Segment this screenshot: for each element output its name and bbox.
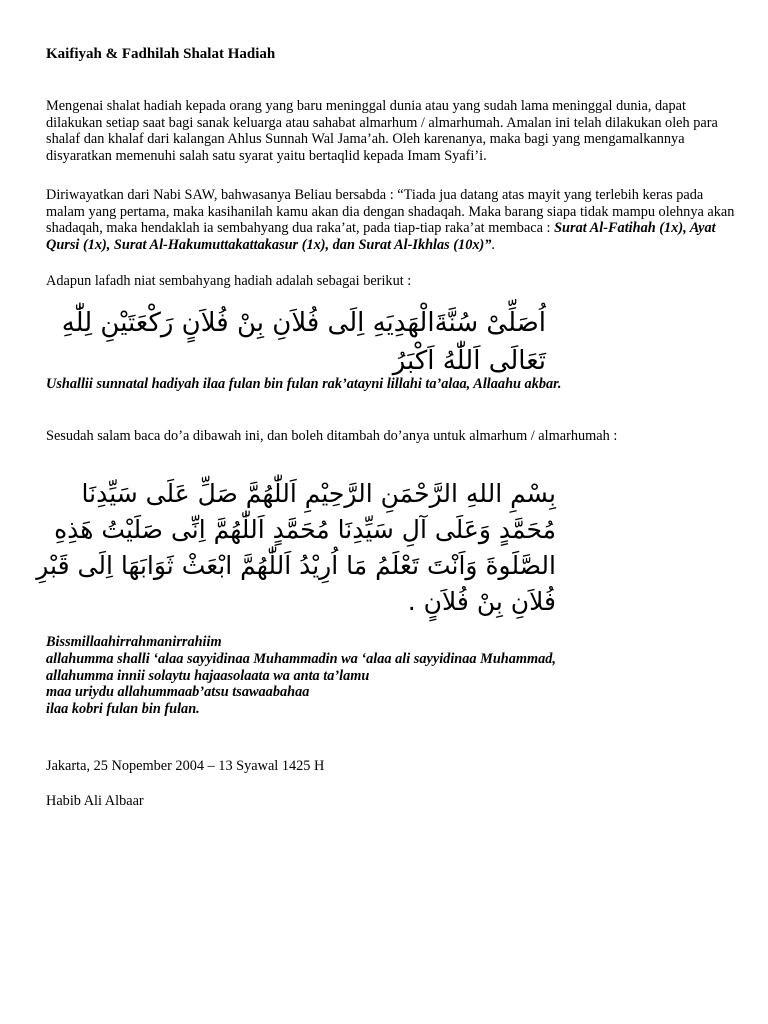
intro-paragraph: Mengenai shalat hadiah kepada orang yang baru meninggal dunia atau yang sudah lama meninggal dunia, dapat dilakukan setiap saat bagi sanak keluarga atau sahabat almarhum / almarhumah. Amalan ini telah dilakukan oleh para shalaf dan khalaf dari kalangan Ahlus Sunnah Wal Jama’ah. Oleh karenanya, maka bagi yang mengamalkannya disyaratkan memenuhi salah satu syarat yaitu bertaqlid kepada Imam Syafi’i. (46, 98, 718, 164)
hadith-text: Diriwayatkan dari Nabi SAW, bahwasanya Beliau bersabda : “Tiada jua datang atas mayit yang terlebih keras pada malam yang pertama, maka kasihanilah kamu akan dia dengan shadaqah. Maka barang siapa tidak mampu olehnya akan shadaqah, maka hendaklah ia sembahyang dua raka’at, pada tiap-tiap raka’at membaca : (46, 187, 735, 237)
doa-line: allahumma innii solaytu hajaasolaata wa anta ta’lamu (46, 667, 370, 684)
author-signature: Habib Ali Albaar (46, 793, 144, 809)
niat-arabic-text: اُصَلِّىْ سُنَّةَالْهَدِيَهِ اِلَى فُلاَنِ بِنْ فُلاَنٍ رَكْعَتَيْنِ لِلّٰهِ تَعَالَى اَللّٰهُ اَكْبَرُ (61, 308, 546, 376)
doa-line: ilaa kobri fulan bin fulan. (46, 701, 200, 718)
doa-intro: Sesudah salam baca do’a dibawah ini, dan boleh ditambah do’anya untuk almarhum / almarhumah : (46, 428, 618, 444)
doa-line: allahumma shalli ‘alaa sayyidinaa Muhammadin wa ‘alaa ali sayyidinaa Muhammad, (46, 650, 557, 667)
doa-arabic-text: بِسْمِ اللهِ الرَّحْمَنِ الرَّحِيْمِ اَللّٰهُمَّ صَلِّ عَلَى سَيِّدِنَا مُحَمَّدٍ وَعَلَى آلِ سَيِّدِنَا مُحَمَّدٍ اَللّٰهُمَّ اِنِّى صَلَيْتُ هَذِهِ الصَّلَوةَ وَاَنْتَ تَعْلَمُ مَا اُرِيْدُ اَللّٰهُمَّ ابْعَثْ ثَوَابَهَا اِلَى قَبْرِ فُلاَنِ بِنْ فُلاَنٍ . (36, 479, 556, 616)
doa-line: maa uriydu allahummaab’atsu tsawaabahaa (46, 684, 310, 701)
hadith-paragraph (46, 187, 736, 253)
document-title: Kaifiyah & Fadhilah Shalat Hadiah (46, 46, 276, 62)
doa-transliteration (46, 634, 556, 718)
niat-intro: Adapun lafadh niat sembahyang hadiah adalah sebagai berikut : (46, 273, 412, 289)
doa-line: Bissmillaahirrahmanirrahiim (46, 634, 222, 650)
surah-list: Surat Al-Fatihah (1x), Ayat Qursi (1x), Surat Al-Hakumuttakattakasur (1x), dan Surat Al-Ikhlas (10x)” (46, 220, 716, 253)
niat-transliteration: Ushallii sunnatal hadiyah ilaa fulan bin fulan rak’atayni lillahi ta’alaa, Allaahu akbar. (46, 376, 562, 392)
hadith-end: . (491, 236, 495, 253)
date-line: Jakarta, 25 Nopember 2004 – 13 Syawal 1425 H (46, 758, 325, 774)
